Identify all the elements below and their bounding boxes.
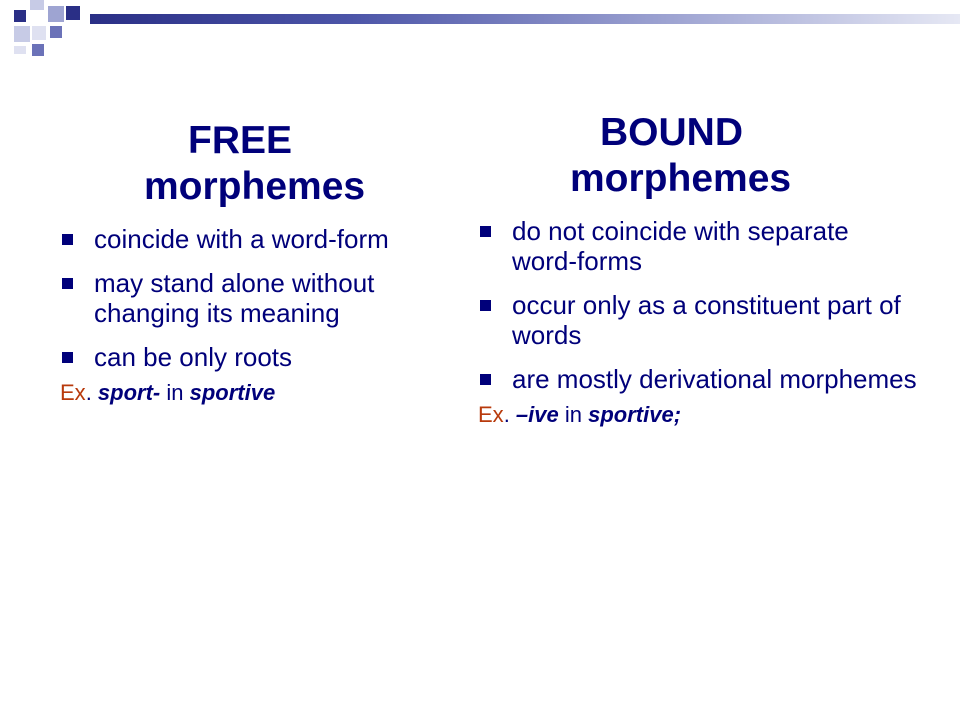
free-heading-line1: FREE xyxy=(188,119,293,162)
example-separator: . xyxy=(503,402,516,427)
bullet-text: are mostly derivational morphemes xyxy=(512,364,917,394)
bullet-text: occur only as a constituent part of words xyxy=(512,290,901,350)
bullet-text: can be only roots xyxy=(94,342,293,372)
free-heading xyxy=(60,118,440,210)
bound-heading xyxy=(478,110,918,202)
bound-morphemes-column xyxy=(478,110,918,428)
example-middle: in xyxy=(160,380,190,405)
bullet-text: do not coincide with separate word-forms xyxy=(512,216,849,276)
header-bar xyxy=(90,14,960,24)
square-bullet-icon xyxy=(62,234,73,245)
example-separator: . xyxy=(85,380,98,405)
example-term: sport- xyxy=(97,380,161,405)
square-bullet-icon xyxy=(62,278,73,289)
bound-bullet-list xyxy=(478,216,918,394)
list-item xyxy=(60,342,440,372)
deco-square xyxy=(32,26,46,40)
list-item xyxy=(478,364,918,394)
bound-heading-line1: BOUND xyxy=(600,111,743,154)
example-word: sportive; xyxy=(588,402,682,427)
example-word: sportive xyxy=(189,380,276,405)
deco-square xyxy=(66,6,80,20)
list-item xyxy=(478,216,918,276)
deco-square xyxy=(48,6,64,22)
bullet-text: may stand alone without changing its meaning xyxy=(94,268,375,328)
square-bullet-icon xyxy=(62,352,73,363)
example-term: –ive xyxy=(515,402,559,427)
deco-square xyxy=(14,46,26,54)
example-label: Ex xyxy=(478,402,504,427)
square-bullet-icon xyxy=(480,300,491,311)
example-label: Ex xyxy=(60,380,86,405)
deco-square xyxy=(14,26,30,42)
square-bullet-icon xyxy=(480,374,491,385)
deco-square xyxy=(14,10,26,22)
example-middle: in xyxy=(558,402,589,427)
free-example xyxy=(60,380,440,406)
free-morphemes-column xyxy=(60,118,440,406)
header-decoration xyxy=(0,0,960,70)
square-bullet-icon xyxy=(480,226,491,237)
free-heading-line2: morphemes xyxy=(144,165,366,208)
list-item xyxy=(60,224,440,254)
bound-example xyxy=(478,402,918,428)
free-bullet-list xyxy=(60,224,440,372)
deco-square xyxy=(30,0,44,10)
deco-square xyxy=(50,26,62,38)
list-item xyxy=(60,268,440,328)
bullet-text: coincide with a word-form xyxy=(94,224,389,254)
bound-heading-line2: morphemes xyxy=(570,157,792,200)
deco-square xyxy=(32,44,44,56)
list-item xyxy=(478,290,918,350)
